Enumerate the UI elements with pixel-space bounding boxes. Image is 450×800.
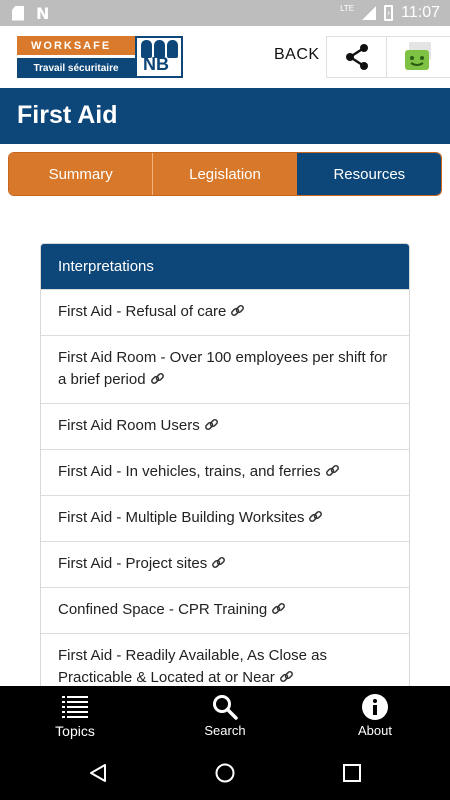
header-actions [326,36,450,78]
list-item[interactable] [41,289,409,335]
worksafe-logo[interactable] [17,36,183,78]
status-bar [0,0,450,26]
back-triangle-icon[interactable] [88,763,108,783]
title-bar [0,88,450,144]
list-item[interactable] [41,541,409,587]
list-item-label: First Aid - Project sites [58,555,208,572]
link-icon [211,555,226,570]
back-button[interactable]: BACK [274,46,320,63]
info-icon [361,693,389,721]
home-circle-icon[interactable] [215,763,235,783]
n-notification-icon: N [36,3,50,23]
signal-icon [362,6,376,20]
battery-charging-icon [384,5,393,21]
list-item-label: First Aid Room Users [58,417,200,434]
list-item-label: First Aid - Multiple Building Worksites [58,509,305,526]
card-header: Interpretations [41,244,409,289]
link-icon [271,601,286,616]
tab-bar [8,152,442,196]
logo-line2: Travail sécuritaire [17,58,135,78]
tab-resources[interactable]: Resources [297,153,441,195]
interpretations-list [41,289,409,701]
logo-line1: WORKSAFE [17,36,135,55]
list-item[interactable] [41,335,409,403]
list-item[interactable] [41,495,409,541]
page-title: First Aid [17,101,118,129]
link-icon [308,509,323,524]
interpretations-card [40,243,410,702]
link-icon [279,669,294,684]
list-item[interactable] [41,587,409,633]
search-icon [212,693,238,721]
bottom-nav [0,686,450,746]
tab-summary[interactable]: Summary [9,153,152,195]
shopper-cart-icon[interactable] [387,37,449,77]
nav-about[interactable] [300,686,450,746]
network-type: LTE [340,3,355,13]
list-item[interactable] [41,403,409,449]
link-icon [230,303,245,318]
nav-search[interactable] [150,686,300,746]
link-icon [150,371,165,386]
list-icon [62,693,88,721]
list-item-label: First Aid - Readily Available, As Close as Practicable & Located at or Near [58,647,328,686]
list-item-label: Confined Space - CPR Training [58,601,268,618]
logo-nb-mark [135,36,183,78]
list-item-label: First Aid - Refusal of care [58,303,227,320]
logo-nb-text: NB [143,54,169,74]
nav-topics[interactable] [0,686,150,746]
status-clock: 11:07 [401,4,440,21]
list-item-label: First Aid Room - Over 100 employees per shift for a brief period [58,349,388,388]
list-item[interactable] [41,449,409,495]
nav-about-label: About [358,723,392,738]
share-icon[interactable] [327,37,387,77]
list-item-label: First Aid - In vehicles, trains, and ferries [58,463,321,480]
tab-legislation[interactable]: Legislation [152,153,296,195]
link-icon [325,463,340,478]
system-nav [0,746,450,800]
link-icon [204,417,219,432]
nav-topics-label: Topics [55,723,95,739]
app-header [0,26,450,88]
sd-card-icon [12,6,24,21]
nav-search-label: Search [204,723,246,738]
recents-square-icon[interactable] [342,763,362,783]
